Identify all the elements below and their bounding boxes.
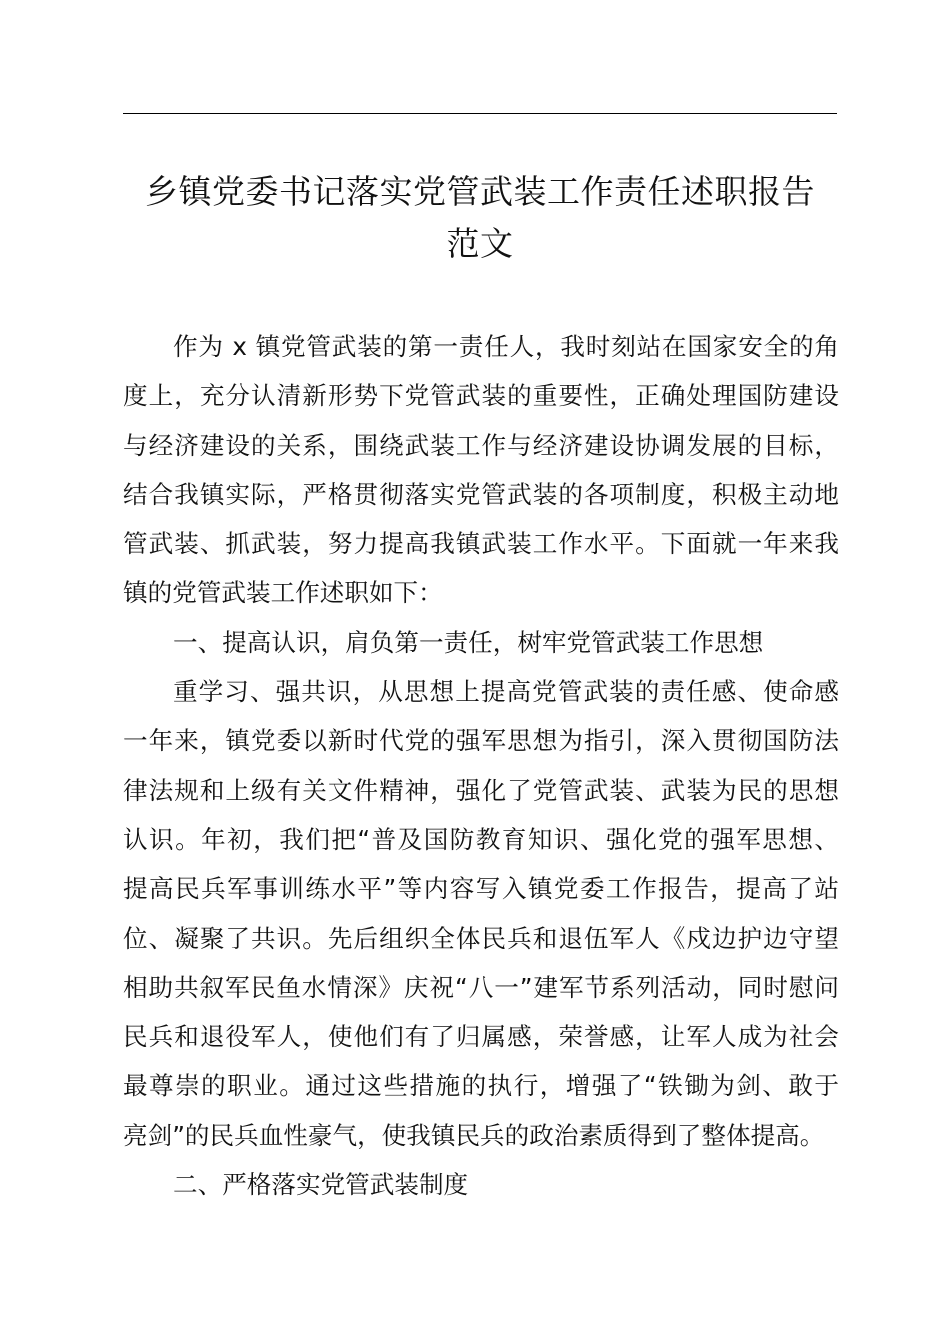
paragraph-line: 作为 x 镇党管武装的第一责任人，我时刻站在国家安全的角 [173,332,839,361]
paragraph-line: 律法规和上级有关文件精神，强化了党管武装、武装为民的思想 [123,775,839,805]
paragraph-line: 相助共叙军民鱼水情深》庆祝“八一”建军节系列活动，同时慰问 [123,972,839,1002]
paragraph-line: 镇的党管武装工作述职如下： [123,578,443,608]
paragraph-line: 最尊崇的职业。通过这些措施的执行，增强了“铁锄为剑、敢于 [123,1071,839,1101]
document-title [110,166,850,270]
paragraph-line: 位、凝聚了共识。先后组织全体民兵和退伍军人《戍边护边守望 [123,923,839,953]
title-line-1: 乡镇党委书记落实党管武装工作责任述职报告 [145,172,815,211]
document-body [123,322,839,1209]
paragraph-line: 亮剑”的民兵血性豪气，使我镇民兵的政治素质得到了整体提高。 [123,1120,825,1150]
paragraph-line: 管武装、抓武装，努力提高我镇武装工作水平。下面就一年来我 [123,529,839,559]
paragraph-line: 民兵和退役军人，使他们有了归属感，荣誉感，让军人成为社会 [123,1022,839,1052]
paragraph-line: 一年来，镇党委以新时代党的强军思想为指引，深入贯彻国防法 [123,726,839,756]
paragraph-section-1 [123,667,839,1160]
section-heading-1 [123,618,839,667]
section-heading-text: 一、提高认识，肩负第一责任，树牢党管武装工作思想 [173,627,764,657]
section-heading-2 [123,1160,839,1209]
paragraph-line: 认识。年初，我们把“普及国防教育知识、强化党的强军思想、 [123,824,839,854]
paragraph-line: 度上，充分认清新形势下党管武装的重要性，正确处理国防建设 [123,381,839,411]
section-heading-text: 二、严格落实党管武装制度 [173,1170,469,1200]
paragraph-line: 与经济建设的关系，围绕武装工作与经济建设协调发展的目标， [123,430,839,460]
paragraph-line: 提高民兵军事训练水平”等内容写入镇党委工作报告，提高了站 [123,874,839,904]
paragraph-intro [123,322,839,618]
title-line-2: 范文 [446,224,514,263]
paragraph-line: 结合我镇实际，严格贯彻落实党管武装的各项制度，积极主动地 [123,479,839,509]
paragraph-line: 重学习、强共识，从思想上提高党管武装的责任感、使命感 [173,677,839,707]
header-rule [123,113,837,114]
